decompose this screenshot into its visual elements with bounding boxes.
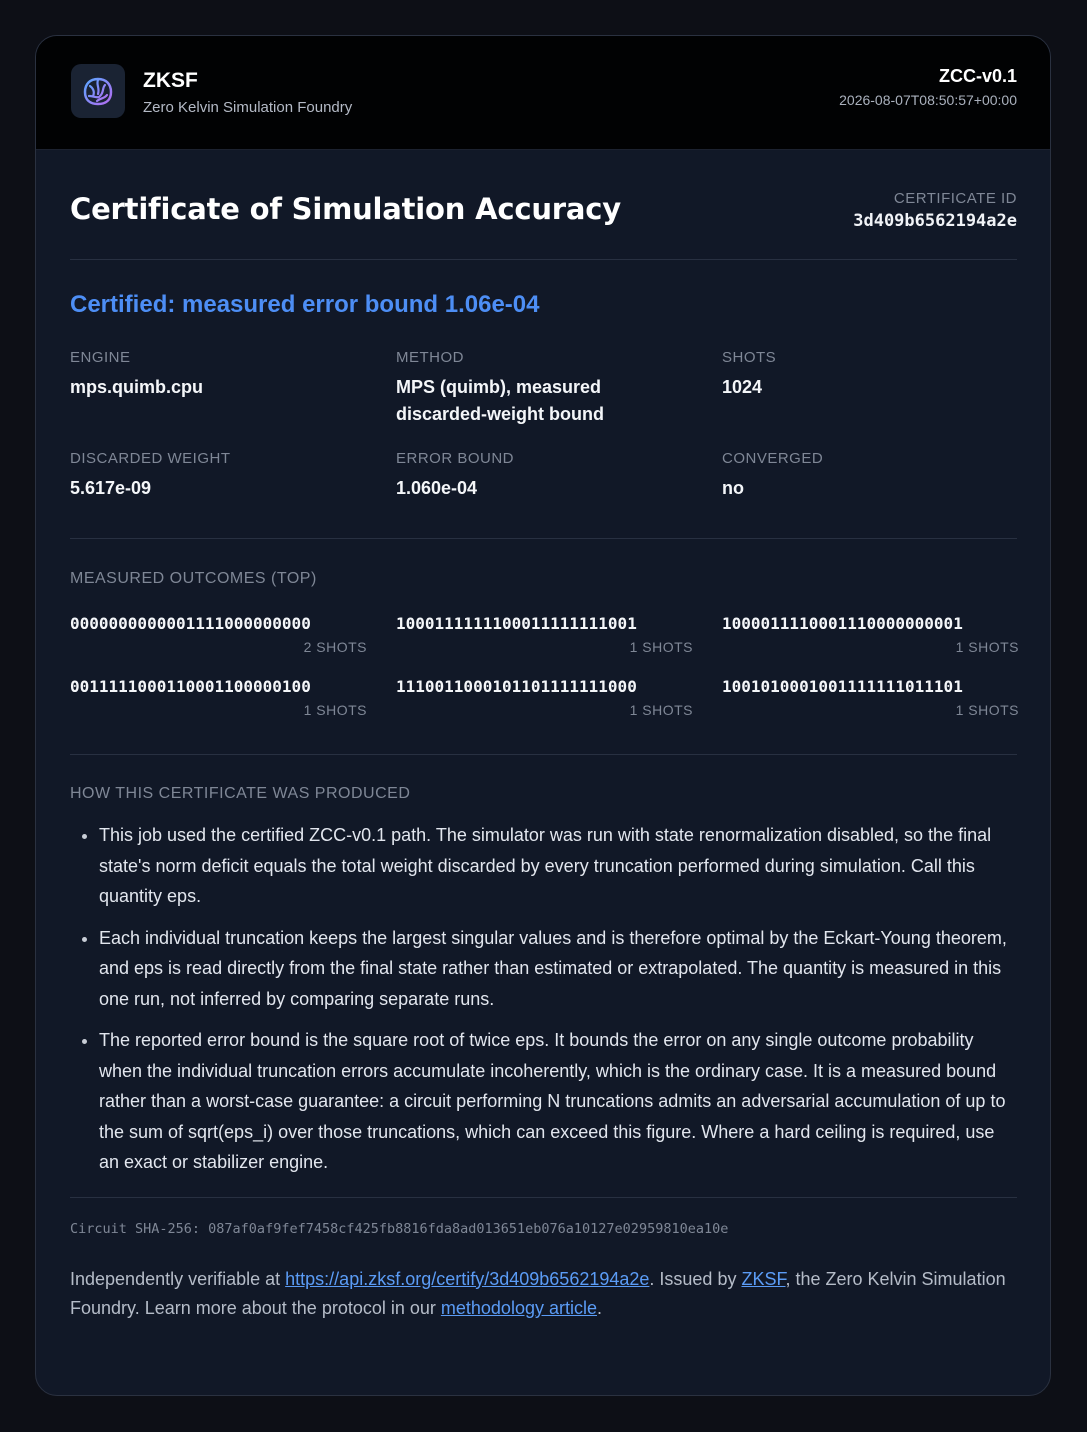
methodology-link[interactable]: methodology article	[440, 1297, 597, 1318]
outcome-shots: 1 SHOTS	[955, 702, 1019, 718]
version-block	[839, 66, 1017, 108]
outcomes-grid	[70, 614, 1017, 718]
fields-grid	[70, 349, 1017, 502]
field-shots	[722, 349, 1019, 428]
field-method	[396, 349, 722, 428]
footer-text	[70, 1265, 1017, 1323]
outcome-item	[396, 677, 693, 718]
method-paragraph: • Each individual truncation keeps the largest singular values and is therefore optimal by the Eckart-Young theorem, and eps is read directly from the final state rather than estimated or extrapolated. The quantity is measured in this one run, not inferred by comparing separate runs.	[99, 923, 1017, 1015]
outcome-shots: 2 SHOTS	[303, 639, 367, 655]
title-row	[70, 149, 1017, 260]
outcome-shots: 1 SHOTS	[955, 639, 1019, 655]
circuit-hash: Circuit SHA-256: 087af0af9fef7458cf425fb8816fda8ad013651eb076a10127e02959810ea10e	[70, 1220, 729, 1237]
outcome-bitstring: 1000011110001110000000001	[722, 614, 963, 633]
field-value: 1024	[722, 377, 763, 397]
field-error-bound	[396, 450, 722, 502]
certificate-id-label: CERTIFICATE ID	[893, 190, 1017, 207]
certificate-card	[35, 35, 1051, 1396]
outcome-shots: 1 SHOTS	[629, 639, 693, 655]
zksf-link[interactable]: ZKSF	[741, 1268, 786, 1289]
brand-name: ZKSF	[143, 69, 198, 92]
field-value: no	[722, 478, 744, 498]
outcome-item	[70, 677, 367, 718]
field-label: SHOTS	[722, 349, 777, 366]
outcome-item	[396, 614, 693, 655]
outcome-bitstring: 1110011000101101111111000	[396, 677, 637, 696]
certificate-id: 3d409b6562194a2e	[853, 211, 1017, 231]
footer-text-2: . Issued by	[649, 1268, 742, 1289]
divider	[70, 754, 1017, 755]
field-label: ERROR BOUND	[396, 450, 515, 467]
certificate-body	[70, 149, 1017, 1323]
field-value: 5.617e-09	[70, 478, 152, 498]
issue-timestamp: 2026-08-07T08:50:57+00:00	[839, 92, 1017, 108]
brand	[143, 69, 352, 116]
outcome-item	[70, 614, 367, 655]
method-label: HOW THIS CERTIFICATE WAS PRODUCED	[70, 785, 411, 802]
outcome-bitstring: 1000111111100011111111001	[396, 614, 637, 633]
certificate-id-block	[853, 190, 1017, 231]
field-value: mps.quimb.cpu	[70, 377, 204, 397]
outcome-bitstring: 0011111000110001100000100	[70, 677, 311, 696]
method-list	[70, 820, 1017, 1178]
field-discarded-weight	[70, 450, 396, 502]
outcome-bitstring: 0000000000001111000000000	[70, 614, 311, 633]
outcome-shots: 1 SHOTS	[629, 702, 693, 718]
field-converged	[722, 450, 1019, 502]
divider	[70, 538, 1017, 539]
brand-subtitle: Zero Kelvin Simulation Foundry	[143, 99, 353, 116]
footer-text-4: .	[596, 1297, 602, 1318]
method-paragraph: • This job used the certified ZCC-v0.1 path. The simulator was run with state renormalization disabled, so the final state's norm deficit equals the total weight discarded by every truncation performed during simulation. Call this quantity eps.	[99, 820, 1017, 912]
field-label: CONVERGED	[722, 450, 824, 467]
divider	[70, 1197, 1017, 1198]
status-headline: Certified: measured error bound 1.06e-04	[70, 291, 540, 318]
outcome-shots: 1 SHOTS	[303, 702, 367, 718]
field-label: ENGINE	[70, 349, 131, 366]
outcome-item	[722, 677, 1019, 718]
field-label: DISCARDED WEIGHT	[70, 450, 231, 467]
footer-text-3: , the Zero Kelvin Simulation Foundry. Learn more about the protocol in our	[70, 1268, 1006, 1318]
field-engine	[70, 349, 396, 428]
field-value: 1.060e-04	[396, 478, 478, 498]
brain-logo-icon	[71, 64, 125, 118]
outcome-bitstring: 1001010001001111111011101	[722, 677, 963, 696]
protocol-version: ZCC-v0.1	[938, 66, 1017, 86]
outcome-item	[722, 614, 1019, 655]
field-value: MPS (quimb), measured discarded-weight bound	[396, 377, 605, 424]
verify-link[interactable]: https://api.zksf.org/certify/3d409b6562194a2e	[285, 1268, 650, 1289]
header-bar	[36, 36, 1050, 150]
page-title: Certificate of Simulation Accuracy	[70, 192, 621, 226]
field-label: METHOD	[396, 349, 464, 366]
outcomes-label: MEASURED OUTCOMES (TOP)	[70, 570, 317, 587]
footer-text-1: Independently verifiable at	[70, 1268, 286, 1289]
method-paragraph: • The reported error bound is the square root of twice eps. It bounds the error on any single outcome probability when the individual truncation errors accumulate incoherently, which is the ordinary case. It is a measured bound rather than a worst-case guarantee: a circuit performing N truncations admits an adversarial accumulation of up to the sum of sqrt(eps_i) over those truncations, which can exceed this figure. Where a hard ceiling is required, use an exact or stabilizer engine.	[99, 1025, 1017, 1178]
